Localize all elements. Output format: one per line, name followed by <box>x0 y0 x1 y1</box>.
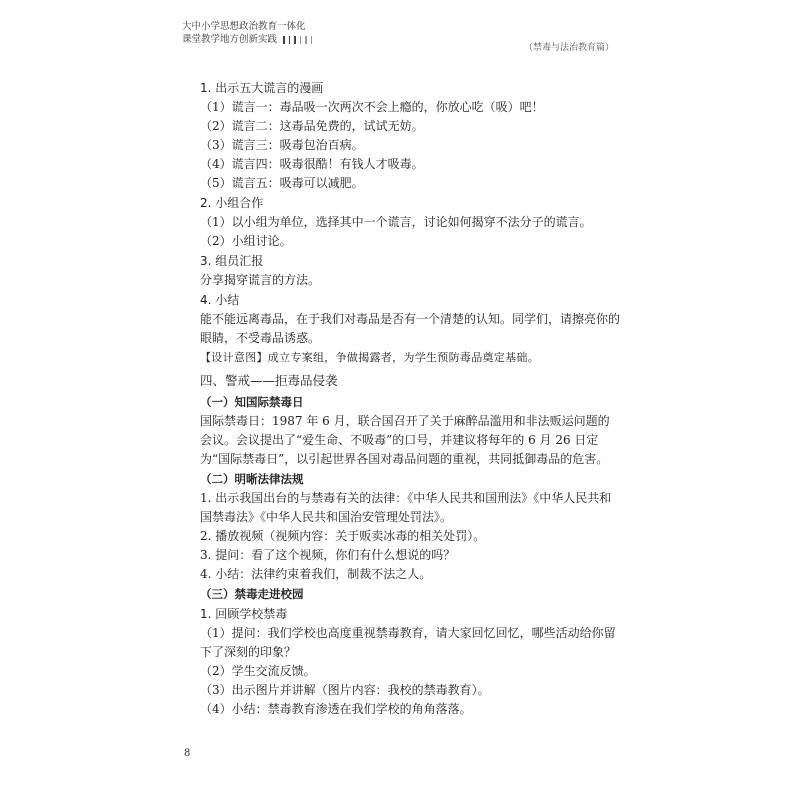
paragraph: 4. 小结：法律约束着我们，制裁不法之人。 <box>200 567 432 581</box>
list-item: （2）学生交流反馈。 <box>200 664 316 678</box>
paragraph: 分享揭穿谎言的方法。 <box>200 273 321 287</box>
list-item: （3）出示图片并讲解（图片内容：我校的禁毒教育）。 <box>200 683 490 697</box>
paragraph: 3. 提问：看了这个视频，你们有什么想说的吗？ <box>200 548 456 562</box>
list-item: （3）谎言三：吸毒包治百病。 <box>200 138 364 152</box>
subsection-heading: （一）知国际禁毒日 <box>200 395 304 409</box>
list-item: （2）小组讨论。 <box>200 234 292 248</box>
list-item: （1）提问：我们学校也高度重视禁毒教育，请大家回忆回忆，哪些活动给你留下了深刻的印象？ <box>200 626 616 659</box>
page-body <box>200 78 620 719</box>
design-intent: 【设计意图】成立专案组，争做揭露者，为学生预防毒品奠定基础。 <box>200 351 539 364</box>
step-heading: 1. 回顾学校禁毒 <box>200 607 288 621</box>
subsection-heading: （二）明晰法律法规 <box>200 472 304 486</box>
series-subtitle-row <box>182 33 312 46</box>
paragraph: 2. 播放视频（视频内容：关于贩卖冰毒的相关处罚）。 <box>200 529 486 543</box>
series-subtitle: 课堂教学地方创新实践 <box>182 34 278 45</box>
list-item: （4）谎言四：吸毒很酷！有钱人才吸毒。 <box>200 157 424 171</box>
list-item: （1）以小组为单位，选择其中一个谎言，讨论如何揭穿不法分子的谎言。 <box>200 215 592 229</box>
page-number: 8 <box>184 748 191 759</box>
section-heading: 四、警戒——拒毒品侵袭 <box>200 373 338 388</box>
paragraph: 1. 出示我国出台的与禁毒有关的法律：《中华人民共和国刑法》《中华人民共和国禁毒法》《中华人民共和国治安管理处罚法》。 <box>200 491 612 524</box>
step-heading: 3. 组员汇报 <box>200 254 264 268</box>
list-item: （2）谎言二：这毒品免费的，试试无妨。 <box>200 119 424 133</box>
step-heading: 2. 小组合作 <box>200 196 264 210</box>
series-title: 大中小学思想政治教育一体化 <box>182 21 306 32</box>
paragraph: 国际禁毒日：1987 年 6 月，联合国召开了关于麻醉品滥用和非法贩运问题的会议。会议提出了“爱生命、不吸毒”的口号，并建议将每年的 6 月 26 日定为“国际禁毒日”，以引起世界各国对毒品问题的重视，共同抵御毒品的危害。 <box>200 414 610 466</box>
list-item: （5）谎言五：吸毒可以减肥。 <box>200 176 364 190</box>
step-heading: 4. 小结 <box>200 293 240 307</box>
list-item: （1）谎言一：毒品吸一次两次不会上瘾的，你放心吃（吸）吧！ <box>200 100 544 114</box>
step-heading: 1. 出示五大谎言的漫画 <box>200 81 324 95</box>
paragraph: 能不能远离毒品，在于我们对毒品是否有一个清楚的认知。同学们，请擦亮你的眼睛，不受毒品诱惑。 <box>200 312 621 345</box>
list-item: （4）小结：禁毒教育渗透在我们学校的角角落落。 <box>200 702 472 716</box>
running-header <box>182 20 312 46</box>
decorative-ticks <box>283 36 312 44</box>
subsection-heading: （三）禁毒走进校园 <box>200 587 304 601</box>
volume-title: （禁毒与法治教育篇） <box>523 43 614 53</box>
